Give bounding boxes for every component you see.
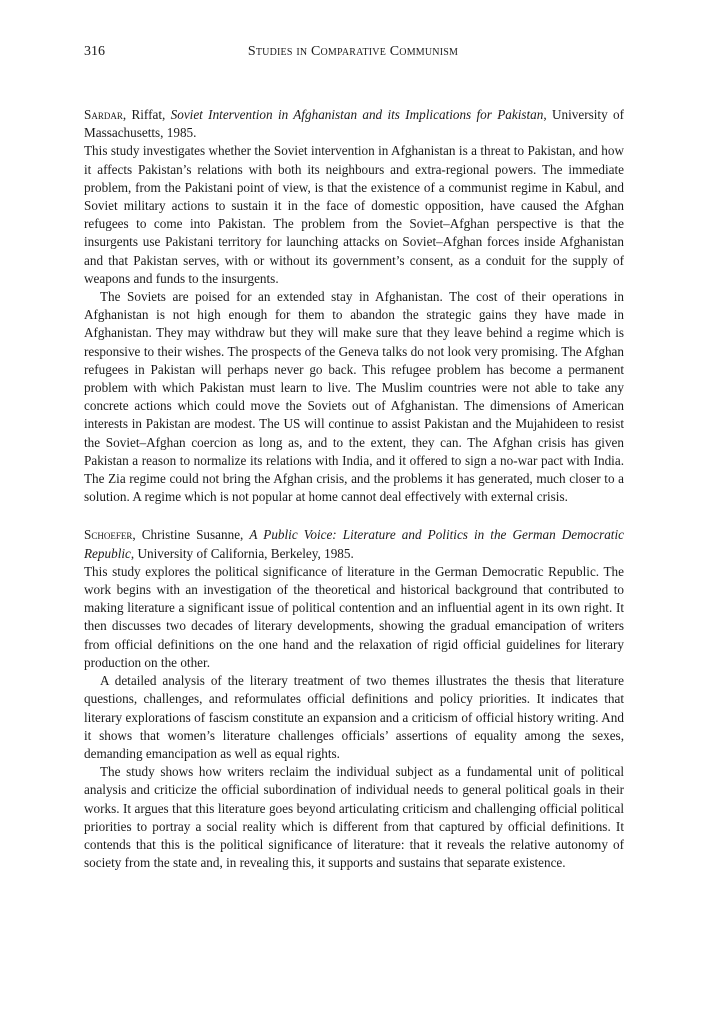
abstract-paragraph: The Soviets are poised for an extended stay in Afghanistan. The cost of their operations in Afghanistan is not high enough for them to abandon the strategic gains they have made in Afghanistan. They may withdraw but they will make sure that they leave behind a regime which is responsive to their wishes. The prospects of the Geneva talks do not look very promising. The Afghan refugees in Pakistan will perhaps never go back. This refugee problem has become a permanent problem with which Pakistan must learn to live. The Muslim countries were not able to take any concrete actions which could move the Soviets out of Afghanistan. The dimensions of American interests in Pakistan are modest. The US will continue to assist Pakistan and the Mujahideen to resist the Soviet–Afghan coercion as long as, and to the extent, they can. The Afghan crisis has given Pakistan a reason to normalize its relations with India, and it offered to sign a no-war pact with India. The Zia regime could not bring the Afghan crisis, and the problems it has generated, much closer to a solution. A regime which is not popular at home cannot deal effectively with external crisis. [84,289,624,505]
author-surname: Schoefer [84,527,133,543]
institution-year: , University of Massachusetts, 1985. [84,107,624,141]
abstract-paragraph: This study investigates whether the Soviet intervention in Afghanistan is a threat to Pakistan, and how it affects Pakistan’s relations with both its neighbours and extra-regional powers. The immediate problem, from the Pakistani point of view, is that the existence of a communist regime in Kabul, and Soviet military actions to sustain it in the face of domestic opposition, have caused the Afghan refugees to come into Pakistan. The problem from the Soviet–Afghan perspective is that the insurgents use Pakistani territory for launching attacks on Soviet–Afghan forces inside Afghanistan and that Pakistan serves, with or without its government’s consent, as a conduit for the supply of weapons and funds to the insurgents. [84,143,624,286]
abstract-paragraph: This study explores the political significance of literature in the German Democratic Republic. The work begins with an investigation of the theoretical and historical background that contributed to making literature a significant issue of political contention and an influential agent in its own right. It then discusses two decades of literary developments, showing the gradual emancipation of writers from official definitions on the one hand and the relaxation of rigid official guidelines for literary production on the other. [84,563,624,670]
citation [84,106,624,142]
page-number: 316 [84,44,105,59]
abstract-paragraph: The study shows how writers reclaim the individual subject as a fundamental unit of political analysis and criticize the official subordination of individual needs to general political goals in their works. It argues that this literature goes beyond articulating criticism and challenging official political priorities to portray a social reality which is different from that captured by official definitions. It contends that this is the political significance of literature: that it reveals the relative autonomy of society from the state and, in revealing this, it supports and sustains that separate existence. [84,764,624,871]
page-header [84,44,622,64]
dissertation-entry-schoefer [84,526,624,872]
author-surname: Sardar [84,107,123,122]
citation [84,526,624,562]
dissertation-entry-sardar [84,106,624,506]
dissertation-title: A Public Voice: Literature and Politics in the German Democratic Republic [84,527,624,561]
author-given-names: , Christine Susanne, [132,527,250,543]
dissertation-title: Soviet Intervention in Afghanistan and its Implications for Pakistan [170,107,544,122]
page-content [84,106,624,872]
running-head: Studies in Comparative Communism [247,44,459,59]
institution-year: , University of California, Berkeley, 1985. [130,545,354,561]
abstract-paragraph: A detailed analysis of the literary treatment of two themes illustrates the thesis that literature questions, challenges, and reformulates official definitions and policy priorities. It indicates that literary explorations of fascism constitute an expansion and a criticism of official history writing. And it shows that women’s literature challenges officials’ assertions of equality among the sexes, demanding emancipation as well as equal rights. [84,673,624,761]
author-given-names: , Riffat, [122,107,171,122]
